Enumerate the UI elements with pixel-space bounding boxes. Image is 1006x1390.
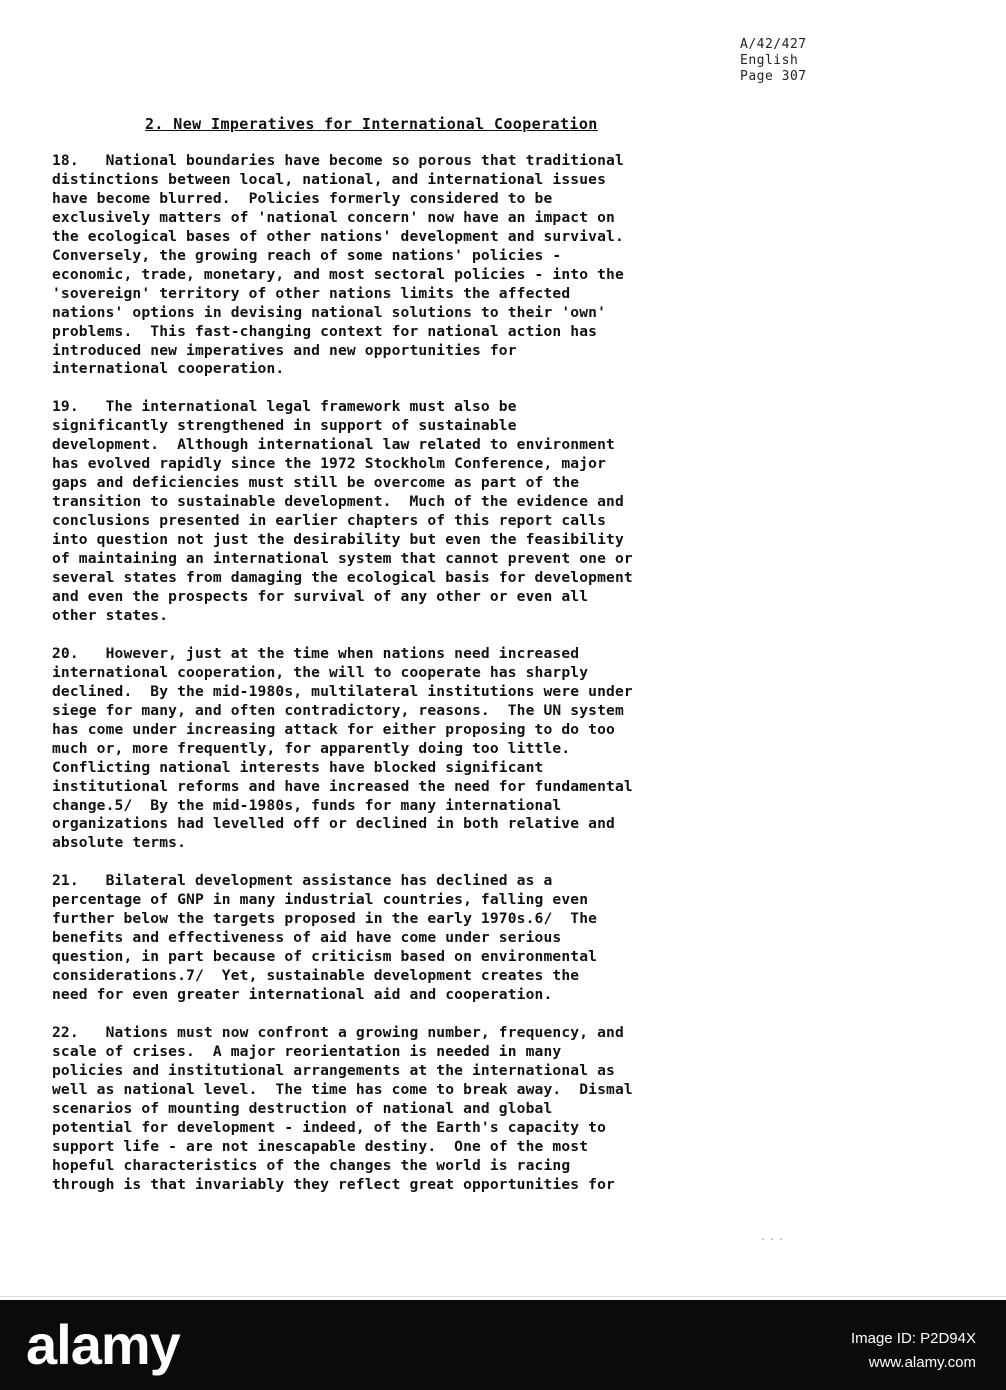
page-edge [0, 1296, 1006, 1297]
paragraph-22: 22. Nations must now confront a growing number, frequency, and scale of crises. A major reorientation is needed in many policies and institutional arrangements at the international as well as national level. The time has come to break away. Dismal scenarios of mounting destruction of national and global potential for development - indeed, of the Earth's capacity to support life - are not inescapable destiny. One of the most hopeful characteristics of the changes the world is racing through is that invariably they reflect great opportunities for [52, 1024, 633, 1193]
section-title: 2. New Imperatives for International Cooperation [145, 115, 598, 133]
document-symbol: A/42/427 [740, 37, 807, 52]
alamy-logo: alamy [26, 1313, 180, 1376]
document-header [740, 37, 807, 85]
body-text [52, 152, 812, 1214]
continuation-mark: ... [760, 1232, 788, 1243]
paragraph-18: 18. National boundaries have become so porous that traditional distinctions between local, national, and international issues have become blurred. Policies formerly considered to be exclusively matters of 'national concern' now have an impact on the ecological bases of other nations' development and survival. Conversely, the growing reach of some nations' policies - economic, trade, monetary, and most sectoral policies - into the 'sovereign' territory of other nations limits the affected nations' options in devising national solutions to their 'own' problems. This fast-changing context for national action has introduced new imperatives and new opportunities for international cooperation. [52, 152, 624, 378]
alamy-url: www.alamy.com [868, 1354, 976, 1371]
document-language: English [740, 53, 799, 68]
image-id-label: Image ID: P2D94X [850, 1330, 976, 1347]
paragraph-19: 19. The international legal framework must also be significantly strengthened in support of sustainable development. Although international law related to environment has evolved rapidly since the 1972 Stockholm Conference, major gaps and deficiencies must still be overcome as part of the transition to sustainable development. Much of the evidence and conclusions presented in earlier chapters of this report calls into question not just the desirability but even the feasibility of maintaining an international system that cannot prevent one or several states from damaging the ecological basis for development and even the prospects for survival of any other or even all other states. [52, 398, 633, 624]
paragraph-20: 20. However, just at the time when nations need increased international cooperation, the will to cooperate has sharply declined. By the mid-1980s, multilateral institutions were under siege for many, and often contradictory, reasons. The UN system has come under increasing attack for either proposing to do too much or, more frequently, for apparently doing too little. Conflicting national interests have blocked significant institutional reforms and have increased the need for fundamental change.5/ By the mid-1980s, funds for many international organizations had levelled off or declined in both relative and absolute terms. [52, 644, 633, 852]
paragraph-21: 21. Bilateral development assistance has declined as a percentage of GNP in many industrial countries, falling even further below the targets proposed in the early 1970s.6/ The benefits and effectiveness of aid have come under serious question, in part because of criticism based on environmental considerations.7/ Yet, sustainable development creates the need for even greater international aid and cooperation. [52, 872, 598, 1004]
page-number: Page 307 [740, 69, 807, 84]
